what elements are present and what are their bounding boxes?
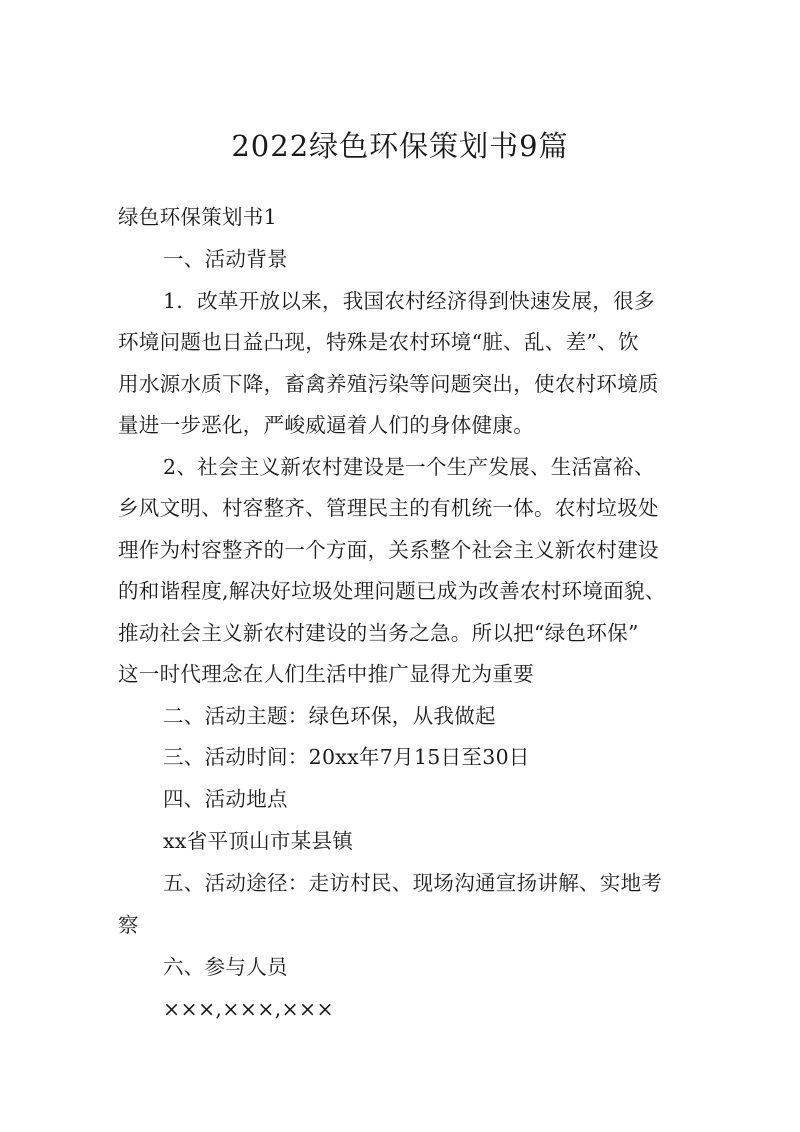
activity-time: 三、活动时间：20xx年7月15日至30日 bbox=[163, 745, 530, 769]
activity-theme: 二、活动主题：绿色环保，从我做起 bbox=[163, 704, 496, 728]
participants-list: ×××,×××,××× bbox=[163, 997, 334, 1021]
location-heading: 四、活动地点 bbox=[163, 787, 288, 811]
paragraph-line: 环境问题也日益凸现，特殊是农村环境“脏、乱、差”、饮 bbox=[118, 330, 639, 354]
paragraph-line: 量进一步恶化，严峻威逼着人们的身体健康。 bbox=[118, 413, 534, 437]
paragraph-line: 这一时代理念在人们生活中推广显得尤为重要 bbox=[118, 662, 534, 686]
paragraph-line: 的和谐程度,解决好垃圾处理问题已成为改善农村环境面貌、 bbox=[118, 579, 666, 603]
activity-location: xx省平顶山市某县镇 bbox=[163, 829, 354, 853]
paragraph-line: 2、社会主义新农村建设是一个生产发展、生活富裕、 bbox=[163, 455, 655, 479]
paragraph-line: 推动社会主义新农村建设的当务之急。所以把“绿色环保” bbox=[118, 621, 639, 645]
heading-background: 一、活动背景 bbox=[163, 247, 288, 271]
participants-heading: 六、参与人员 bbox=[163, 955, 288, 979]
document-title: 2022绿色环保策划书9篇 bbox=[231, 129, 569, 163]
activity-approach-continued: 察 bbox=[118, 913, 139, 937]
section-heading: 绿色环保策划书1 bbox=[118, 205, 277, 229]
paragraph-line: 乡风文明、村容整齐、管理民主的有机统一体。农村垃圾处 bbox=[118, 496, 659, 520]
paragraph-line: 1．改革开放以来，我国农村经济得到快速发展，很多 bbox=[163, 289, 655, 313]
activity-approach: 五、活动途径：走访村民、现场沟通宣扬讲解、实地考 bbox=[163, 871, 663, 895]
paragraph-line: 用水源水质下降，畜禽养殖污染等问题突出，使农村环境质 bbox=[118, 372, 659, 396]
paragraph-line: 理作为村容整齐的一个方面，关系整个社会主义新农村建设 bbox=[118, 538, 659, 562]
